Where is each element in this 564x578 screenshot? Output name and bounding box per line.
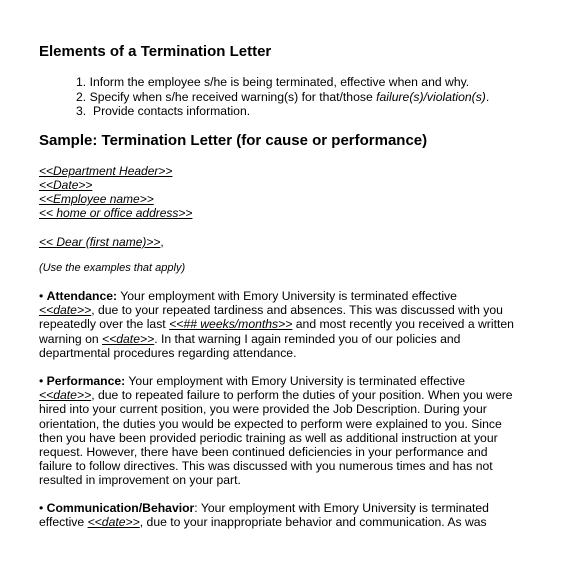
department-header-placeholder: <<Department Header>> — [39, 164, 173, 178]
date-placeholder: <<Date>> — [39, 178, 93, 192]
sample-title: Sample: Termination Letter (for cause or performance) — [39, 132, 428, 149]
salutation: << Dear (first name)>>, — [39, 235, 164, 249]
employee-name-placeholder: <<Employee name>> — [39, 192, 154, 206]
list-item: 2. Specify when s/he received warning(s) for that/those failure(s)/violation(s). — [76, 89, 490, 104]
list-item: 3. Provide contacts information. — [76, 104, 251, 118]
address-placeholder: << home or office address>> — [39, 206, 193, 220]
address-block — [39, 164, 192, 220]
page-heading: Elements of a Termination Letter — [39, 43, 272, 60]
instruction-note: (Use the examples that apply) — [39, 262, 186, 274]
communication-paragraph: • Communication/Behavior: Your employment with Emory University is terminated effective <<date>>, due to your inappropriate behavior and communication. As was — [39, 501, 489, 530]
performance-paragraph: • Performance: Your employment with Emory University is terminated effective <<date>>, due to repeated failure to perform the duties of your position. When you were hired into your current position, you were provided the Job Description. During your orientation, the duties you would be expected to perform were explained to you. Since then you have been provided periodic training as well as additional instruction at your request. However, there have been continued deficiencies in your performance and failure to follow directives. This was discussed with you numerous times and has not resulted in improvement on your part. — [39, 374, 513, 488]
list-item: 1. Inform the employee s/he is being terminated, effective when and why. — [76, 75, 470, 89]
elements-list — [76, 75, 489, 119]
attendance-paragraph: • Attendance: Your employment with Emory University is terminated effective <<date>>, due to your repeated tardiness and absences. This was discussed with you repeatedly over the last <<## weeks/months>> and most recently you received a written warning on <<date>>. In that warning I again reminded you of our policies and departmental procedures regarding attendance. — [39, 289, 514, 360]
